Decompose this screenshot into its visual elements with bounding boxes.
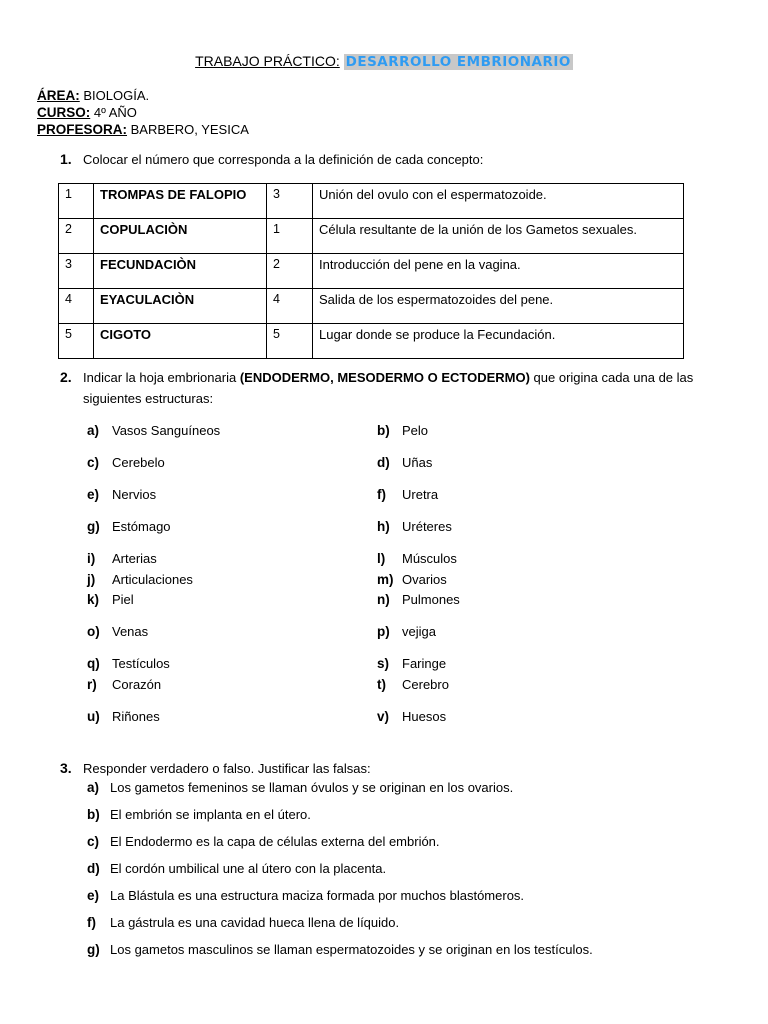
- answer-number: 1: [267, 219, 313, 254]
- question-number: 1.: [60, 151, 72, 167]
- item-text: La Blástula es una estructura maciza formada por muchos blastómeros.: [110, 888, 525, 903]
- structure-item: [377, 656, 446, 671]
- item-text: Corazón: [112, 677, 162, 692]
- item-text: Vasos Sanguíneos: [112, 423, 221, 438]
- structure-item: [87, 487, 156, 502]
- item-letter: k): [87, 592, 100, 607]
- structure-item: [377, 455, 432, 470]
- definition-cell: Unión del ovulo con el espermatozoide.: [313, 184, 684, 219]
- question-text-line2: siguientes estructuras:: [83, 391, 214, 406]
- definition-cell: Célula resultante de la unión de los Gametos sexuales.: [313, 219, 684, 254]
- row-number: 2: [59, 219, 94, 254]
- item-letter: n): [377, 592, 390, 607]
- table-row: [59, 184, 684, 219]
- item-text: El cordón umbilical une al útero con la placenta.: [110, 861, 387, 876]
- table-row: [59, 254, 684, 289]
- concept-cell: TROMPAS DE FALOPIO: [94, 184, 267, 219]
- question-text-part: que origina cada una de las: [529, 370, 694, 385]
- meta-label: ÁREA:: [37, 88, 80, 103]
- meta-course: [37, 104, 137, 121]
- item-letter: u): [87, 709, 100, 724]
- meta-label: CURSO:: [37, 105, 91, 120]
- title-highlight: DESARROLLO EMBRIONARIO: [345, 54, 571, 70]
- answer-number: 3: [267, 184, 313, 219]
- item-text: vejiga: [402, 624, 436, 639]
- item-text: Huesos: [402, 709, 447, 724]
- item-text: Articulaciones: [112, 572, 193, 587]
- item-letter: j): [87, 572, 96, 587]
- structure-item: [87, 677, 161, 692]
- title-prefix: TRABAJO PRÁCTICO:: [195, 53, 340, 69]
- definition-cell: Introducción del pene en la vagina.: [313, 254, 684, 289]
- structure-item: [377, 551, 457, 566]
- item-text: Uretra: [402, 487, 439, 502]
- meta-value: 4º AÑO: [93, 105, 137, 120]
- row-number: 4: [59, 289, 94, 324]
- item-text: Venas: [112, 624, 149, 639]
- item-text: Los gametos femeninos se llaman óvulos y se originan en los ovarios.: [110, 780, 514, 795]
- statement-item: [87, 861, 386, 876]
- structure-item: [377, 519, 452, 534]
- concept-cell: CIGOTO: [94, 324, 267, 359]
- table-row: [59, 324, 684, 359]
- structure-item: [377, 423, 428, 438]
- meta-value: BIOLOGÍA.: [83, 88, 150, 103]
- statement-item: [87, 915, 399, 930]
- statement-item: [87, 888, 524, 903]
- item-letter: a): [87, 423, 100, 438]
- item-text: Riñones: [112, 709, 160, 724]
- table-row: [59, 219, 684, 254]
- concept-cell: FECUNDACIÒN: [94, 254, 267, 289]
- item-letter: b): [87, 807, 100, 822]
- answer-number: 2: [267, 254, 313, 289]
- definition-cell: Lugar donde se produce la Fecundación.: [313, 324, 684, 359]
- item-letter: d): [87, 861, 100, 876]
- item-letter: e): [87, 487, 100, 502]
- item-text: Arterias: [112, 551, 157, 566]
- item-text: Uréteres: [402, 519, 452, 534]
- structure-item: [377, 592, 460, 607]
- meta-area: [37, 87, 149, 104]
- item-text: Uñas: [402, 455, 433, 470]
- item-text: Músculos: [402, 551, 457, 566]
- structure-item: [87, 709, 160, 724]
- document-title: [0, 53, 768, 70]
- item-letter: d): [377, 455, 390, 470]
- item-text: Ovarios: [402, 572, 447, 587]
- row-number: 3: [59, 254, 94, 289]
- structure-item: [377, 709, 446, 724]
- item-letter: m): [377, 572, 394, 587]
- structure-item: [377, 572, 447, 587]
- item-text: El Endodermo es la capa de células externa del embrión.: [110, 834, 440, 849]
- question-text: Colocar el número que corresponda a la definición de cada concepto:: [83, 152, 484, 167]
- item-letter: s): [377, 656, 390, 671]
- row-number: 1: [59, 184, 94, 219]
- structure-item: [87, 572, 193, 587]
- answer-number: 4: [267, 289, 313, 324]
- item-text: El embrión se implanta en el útero.: [110, 807, 311, 822]
- meta-teacher: [37, 121, 249, 138]
- item-letter: v): [377, 709, 390, 724]
- item-letter: c): [87, 834, 100, 849]
- definition-cell: Salida de los espermatozoides del pene.: [313, 289, 684, 324]
- question-text-part: Indicar la hoja embrionaria: [83, 370, 240, 385]
- item-letter: p): [377, 624, 390, 639]
- statement-item: [87, 780, 513, 795]
- item-letter: f): [87, 915, 96, 930]
- question-text: [83, 370, 693, 385]
- structure-item: [87, 624, 148, 639]
- question-text-bold: (ENDODERMO, MESODERMO O ECTODERMO): [239, 370, 530, 385]
- item-text: Pelo: [402, 423, 429, 438]
- item-letter: b): [377, 423, 390, 438]
- structure-item: [87, 656, 170, 671]
- item-letter: c): [87, 455, 100, 470]
- meta-label: PROFESORA:: [37, 122, 128, 137]
- item-text: Faringe: [402, 656, 447, 671]
- item-letter: i): [87, 551, 96, 566]
- item-text: La gástrula es una cavidad hueca llena de líquido.: [110, 915, 400, 930]
- meta-value: BARBERO, YESICA: [130, 122, 249, 137]
- statement-item: [87, 807, 311, 822]
- structure-item: [87, 423, 220, 438]
- item-text: Piel: [112, 592, 134, 607]
- question-number: 3.: [60, 760, 72, 776]
- item-letter: g): [87, 942, 100, 957]
- question-number: 2.: [60, 369, 72, 385]
- structure-item: [87, 455, 165, 470]
- structure-item: [87, 519, 171, 534]
- item-text: Nervios: [112, 487, 157, 502]
- item-letter: a): [87, 780, 100, 795]
- structure-item: [87, 551, 157, 566]
- concept-cell: COPULACIÒN: [94, 219, 267, 254]
- concepts-table: [58, 183, 684, 359]
- item-letter: g): [87, 519, 100, 534]
- answer-number: 5: [267, 324, 313, 359]
- item-text: Los gametos masculinos se llaman espermatozoides y se originan en los testículos.: [110, 942, 593, 957]
- structure-item: [87, 592, 134, 607]
- item-letter: o): [87, 624, 100, 639]
- item-text: Testículos: [112, 656, 170, 671]
- item-letter: r): [87, 677, 97, 692]
- item-text: Cerebro: [402, 677, 449, 692]
- statement-item: [87, 942, 593, 957]
- item-text: Cerebelo: [112, 455, 165, 470]
- statement-item: [87, 834, 440, 849]
- item-letter: t): [377, 677, 386, 692]
- item-letter: h): [377, 519, 390, 534]
- structure-item: [377, 487, 438, 502]
- item-letter: l): [377, 551, 386, 566]
- table-row: [59, 289, 684, 324]
- item-letter: e): [87, 888, 100, 903]
- structure-item: [377, 677, 449, 692]
- item-letter: q): [87, 656, 100, 671]
- question-text: Responder verdadero o falso. Justificar las falsas:: [83, 761, 371, 776]
- structure-item: [377, 624, 436, 639]
- concept-cell: EYACULACIÒN: [94, 289, 267, 324]
- item-text: Estómago: [112, 519, 171, 534]
- item-letter: f): [377, 487, 386, 502]
- row-number: 5: [59, 324, 94, 359]
- item-text: Pulmones: [402, 592, 460, 607]
